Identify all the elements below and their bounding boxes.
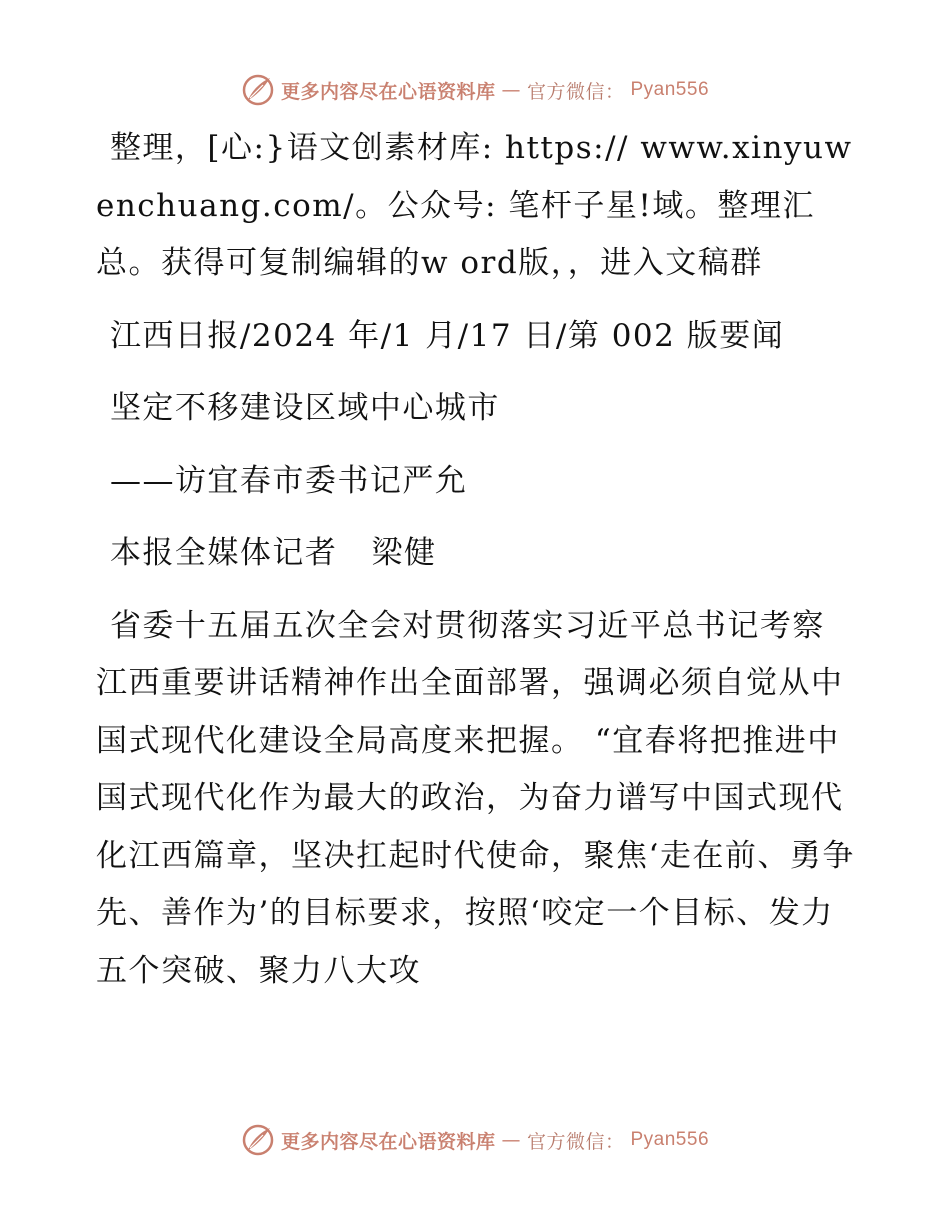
article-title: 坚定不移建设区域中心城市: [109, 390, 500, 426]
intro-paragraph: 整理，[心:}语文创素材库: https:// www.xinyuwenchuang.com/。公众号: 笔杆子星!域。整理汇总。获得可复制编辑的w ord版，，进入文稿群: [96, 130, 853, 281]
feather-quill-logo-icon: [241, 73, 275, 107]
banner-dash: —: [501, 1129, 521, 1151]
banner-wechat-id: Pyan556: [630, 1129, 710, 1150]
banner-main-text: 更多内容尽在心语资料库: [280, 1130, 496, 1153]
footer-banner: [0, 1120, 950, 1160]
body-paragraph: 省委十五届五次全会对贯彻落实习近平总书记考察江西重要讲话精神作出全面部署，强调必须自觉从中国式现代化建设全局高度来把握。 “宜春将把推进中国式现代化作为最大的政治，为奋力谱写中国式现代化江西篇章，坚决扛起时代使命，聚焦‘走在前、勇争先、善作为’的目标要求，按照‘咬定一个目标、发力五个突破、聚力八大攻: [96, 607, 855, 989]
banner-dash: —: [501, 79, 521, 101]
feather-quill-logo-icon: [241, 1123, 275, 1157]
banner-wechat-label: 官方微信：: [526, 80, 625, 103]
banner-wechat-label: 官方微信：: [526, 1130, 625, 1153]
article-subtitle: ——访宜春市委书记严允: [109, 462, 468, 499]
source-line: 江西日报/2024 年/1 月/17 日/第 002 版要闻: [109, 317, 785, 354]
banner-main-text: 更多内容尽在心语资料库: [280, 80, 496, 103]
document-content: [96, 120, 856, 1015]
byline: 本报全媒体记者 梁健: [109, 535, 437, 571]
banner-wechat-id: Pyan556: [630, 79, 710, 100]
header-banner: [0, 70, 950, 110]
